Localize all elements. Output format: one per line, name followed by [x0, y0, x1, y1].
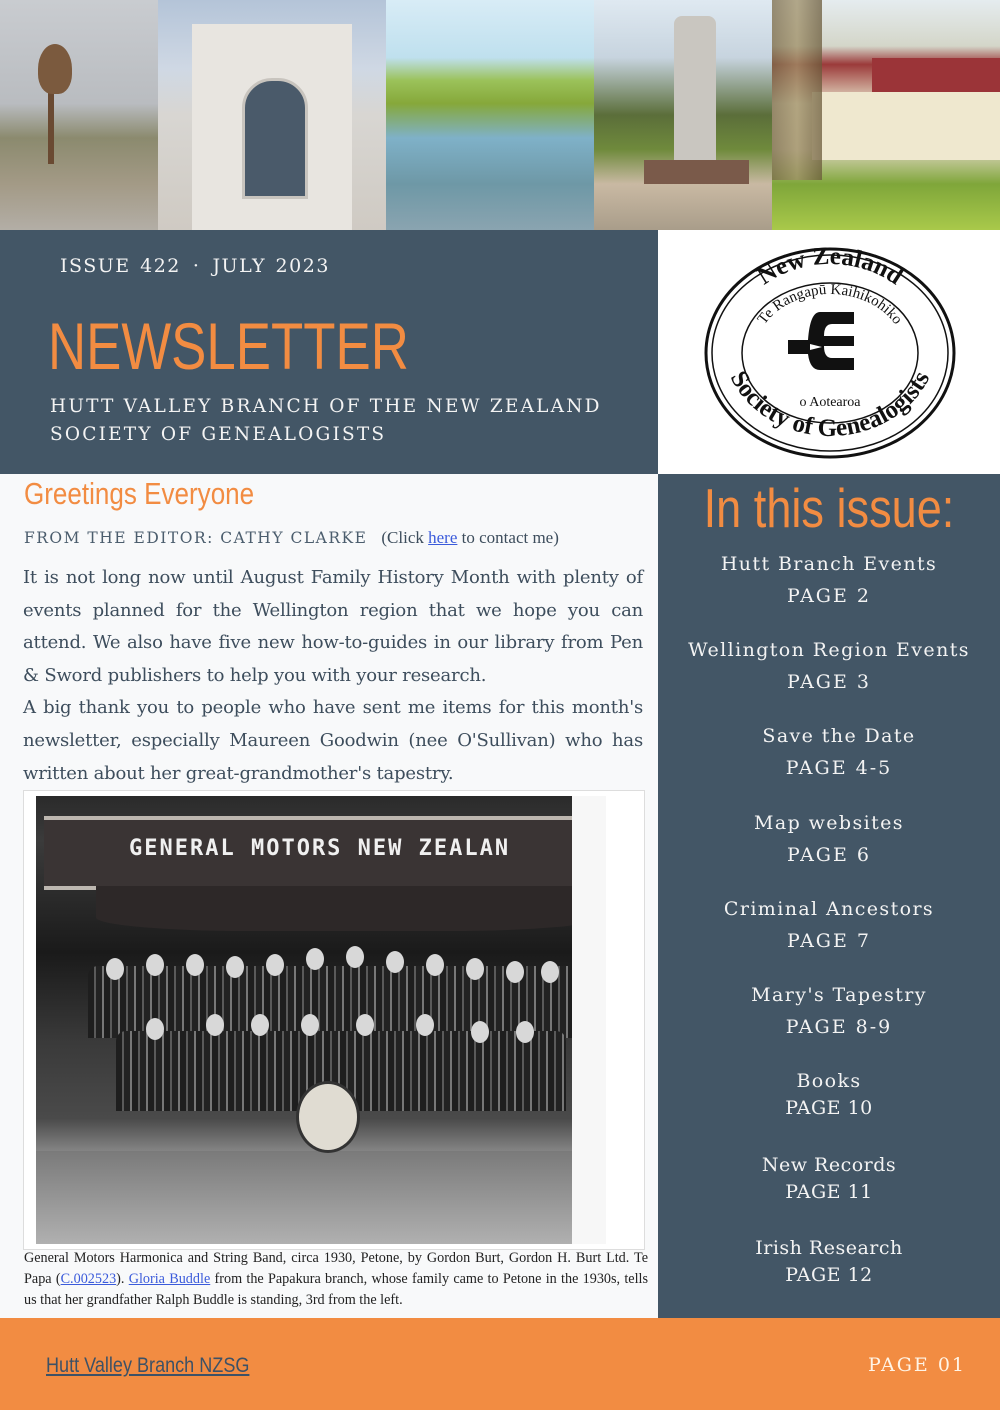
toc-page: PAGE 8-9 — [785, 1016, 893, 1038]
toc-label: Map websites — [754, 812, 904, 834]
bottom-margin — [0, 1410, 1000, 1415]
article-paragraph-1: It is not long now until August Family History Month with plenty of events planned for the Wellington region that we hope you can attend. We also have five new how-to-guides in our library from Pen & Sword publishers to help you with your research. — [23, 567, 643, 686]
toc-item-marys-tapestry[interactable] — [658, 984, 1000, 1038]
contact-prefix: (Click — [381, 528, 429, 547]
caption-text-3: from the Papakura branch, whose family came to Petone in the 1930s, tells us that her grandfather Ralph Buddle is standing, 3rd from the left. — [24, 1271, 649, 1308]
editor-name: FROM THE EDITOR: CATHY CLARKE — [24, 529, 368, 547]
article-body — [23, 562, 643, 790]
newsletter-title: NEWSLETTER — [48, 309, 409, 383]
toc-item-criminal-ancestors[interactable] — [658, 898, 1000, 952]
toc-item-irish-research[interactable] — [658, 1237, 1000, 1286]
branch-footer-link[interactable]: Hutt Valley Branch NZSG — [46, 1354, 250, 1377]
band-photo-frame — [23, 790, 645, 1250]
toc-page: PAGE 4-5 — [785, 757, 893, 779]
obelisk-memorial-photo — [594, 0, 772, 230]
toc-item-new-records[interactable] — [658, 1154, 1000, 1203]
branch-subtitle-line-1: HUTT VALLEY BRANCH OF THE NEW ZEALAND — [50, 396, 602, 417]
toc-page: PAGE 10 — [785, 1097, 873, 1119]
svg-text:New Zealand: New Zealand — [752, 242, 908, 291]
photo-caption — [24, 1248, 648, 1311]
te-papa-record-link[interactable]: C.002523 — [60, 1271, 117, 1287]
article-heading: Greetings Everyone — [24, 476, 255, 511]
toc-label: New Records — [761, 1154, 897, 1176]
article-paragraph-2: A big thank you to people who have sent me items for this month's newsletter, especially Maureen Goodwin (nee O'Sullivan) who has written about her great-grandmother's tapestry. — [23, 697, 643, 784]
contact-note — [381, 528, 559, 547]
branch-subtitle-line-2: SOCIETY OF GENEALOGISTS — [50, 424, 387, 445]
toc-item-wellington-region-events[interactable] — [658, 639, 1000, 693]
toc-label: Irish Research — [755, 1237, 903, 1259]
toc-label: Books — [796, 1070, 862, 1092]
war-memorial-building-photo — [158, 0, 386, 230]
general-motors-band-photo — [36, 796, 606, 1244]
toc-label: Criminal Ancestors — [723, 898, 935, 920]
toc-item-map-websites[interactable] — [658, 812, 1000, 866]
svg-text:Te Rangapū Kaihikohiko: Te Rangapū Kaihikohiko — [754, 281, 906, 328]
toc-page: PAGE 7 — [787, 930, 871, 952]
toc-item-books[interactable] — [658, 1070, 1000, 1119]
contact-editor-link[interactable]: here — [428, 528, 458, 547]
toc-label: Wellington Region Events — [688, 639, 970, 661]
issue-number: ISSUE 422 — [60, 255, 181, 277]
header-photo-strip — [0, 0, 1000, 230]
page-number: PAGE 01 — [867, 1354, 966, 1376]
society-seal-icon — [700, 240, 960, 466]
separator-dot: · — [192, 255, 201, 277]
toc-item-save-the-date[interactable] — [658, 725, 1000, 779]
toc-label: Save the Date — [762, 725, 916, 747]
toc-label: Hutt Branch Events — [720, 553, 938, 575]
contact-suffix: to contact me) — [457, 528, 559, 547]
toc-page: PAGE 2 — [787, 585, 871, 607]
toc-page: PAGE 6 — [787, 844, 871, 866]
editor-byline — [24, 528, 559, 548]
toc-page: PAGE 11 — [785, 1181, 873, 1203]
caption-text-1: General Motors Harmonica and String Band, circa 1930, Petone, by Gordon Burt, Gordon H. Burt Ltd. Te Papa ( — [24, 1250, 648, 1287]
svg-text:o Aotearoa: o Aotearoa — [799, 395, 861, 410]
nzsg-logo — [658, 230, 1000, 474]
photo-banner — [44, 816, 599, 890]
bass-drum — [296, 1081, 360, 1153]
toc-page: PAGE 12 — [785, 1264, 873, 1286]
issue-date-line — [60, 255, 330, 277]
photo-banner-text: GENERAL MOTORS NEW ZEALAN — [129, 836, 511, 861]
toc-page: PAGE 3 — [787, 671, 871, 693]
toc-label: Mary's Tapestry — [751, 984, 927, 1006]
gloria-buddle-link[interactable]: Gloria Buddle — [128, 1271, 211, 1287]
colonial-cottage-photo — [772, 0, 1000, 230]
sidebar-title: In this issue: — [703, 477, 955, 539]
svg-text:Society of Genealogists: Society of Genealogists — [724, 366, 936, 443]
river-bridge-photo — [386, 0, 594, 230]
caption-text-2: ). — [116, 1271, 129, 1287]
toc-item-hutt-branch-events[interactable] — [658, 553, 1000, 607]
fantail-sculpture-photo — [0, 0, 158, 230]
issue-date: JULY 2023 — [212, 255, 330, 277]
